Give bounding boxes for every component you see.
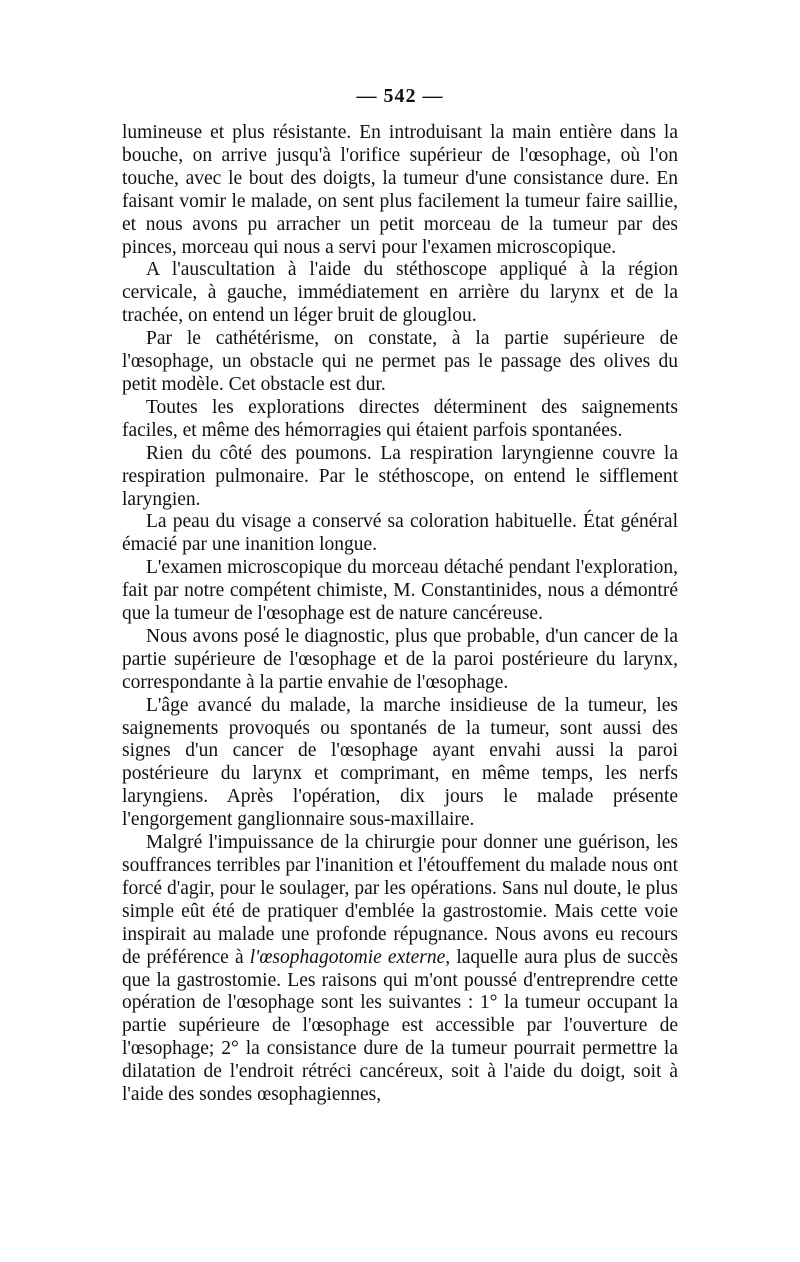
paragraph-6: La peau du visage a conservé sa coloration habituelle. État général émacié par une inanition longue. xyxy=(122,511,678,556)
paragraph-4: Toutes les explorations directes déterminent des saignements faciles, et même des hémorragies qui étaient parfois spontanées. xyxy=(122,396,678,441)
paragraph-10-text-start: Malgré l'impuissance de la chirurgie pour donner une guérison, les souffrances terribles par l'inanition et l'étouffement du malade nous ont forcé d'agir, pour le soulager, par les opérations. Sans nul doute, le plus simple eût été de pratiquer d'emblée la gastrostomie. Mais cette voie inspirait au malade une profonde répugnance. Nous avons eu recours de préférence à xyxy=(122,832,678,968)
book-page xyxy=(122,84,678,1107)
paragraph-7: L'examen microscopique du morceau détaché pendant l'exploration, fait par notre compétent chimiste, M. Constantinides, nous a démontré que la tumeur de l'œsophage est de nature cancéreuse. xyxy=(122,557,678,625)
paragraph-8: Nous avons posé le diagnostic, plus que probable, d'un cancer de la partie supérieure de l'œsophage et de la paroi postérieure du larynx, correspondante à la partie envahie de l'œsophage. xyxy=(122,625,678,693)
paragraph-1: lumineuse et plus résistante. En introduisant la main entière dans la bouche, on arrive jusqu'à l'orifice supérieur de l'œsophage, où l'on touche, avec le bout des doigts, la tumeur d'une consistance dure. En faisant vomir le malade, on sent plus facilement la tumeur faire saillie, et nous avons pu arracher un petit morceau de la tumeur par des pinces, morceau qui nous a servi pour l'examen microscopique. xyxy=(122,122,678,258)
paragraph-10 xyxy=(122,832,678,1107)
page-number: — 542 — xyxy=(356,85,444,107)
paragraph-10-text-end: laquelle aura plus de succès que la gastrostomie. Les raisons qui m'ont poussé d'entreprendre cette opération de l'œsophage sont les suivantes : 1° la tumeur occupant la partie supérieure de l'œsophage est accessible par l'ouverture de l'œsophage; 2° la consistance dure de la tumeur pourrait permettre la dilatation de l'endroit rétréci cancéreux, soit à l'aide du doigt, soit à l'aide des sondes œsophagiennes, xyxy=(122,946,678,1106)
paragraph-2: A l'auscultation à l'aide du stéthoscope appliqué à la région cervicale, à gauche, immédiatement en arrière du larynx et de la trachée, on entend un léger bruit de glouglou. xyxy=(122,259,678,327)
paragraph-9: L'âge avancé du malade, la marche insidieuse de la tumeur, les saignements provoqués ou spontanés de la tumeur, sont aussi des signes d'un cancer de l'œsophage ayant envahi aussi la paroi postérieure du larynx et comprimant, en même temps, les nerfs laryngiens. Après l'opération, dix jours le malade présente l'engorgement ganglionnaire sous-maxillaire. xyxy=(122,694,678,831)
italic-term: l'œsophagotomie externe, xyxy=(249,946,451,968)
paragraph-3: Par le cathétérisme, on constate, à la partie supérieure de l'œsophage, un obstacle qui ne permet pas le passage des olives du petit modèle. Cet obstacle est dur. xyxy=(122,328,678,395)
paragraph-5: Rien du côté des poumons. La respiration laryngienne couvre la respiration pulmonaire. Par le stéthoscope, on entend le sifflement laryngien. xyxy=(122,442,678,510)
